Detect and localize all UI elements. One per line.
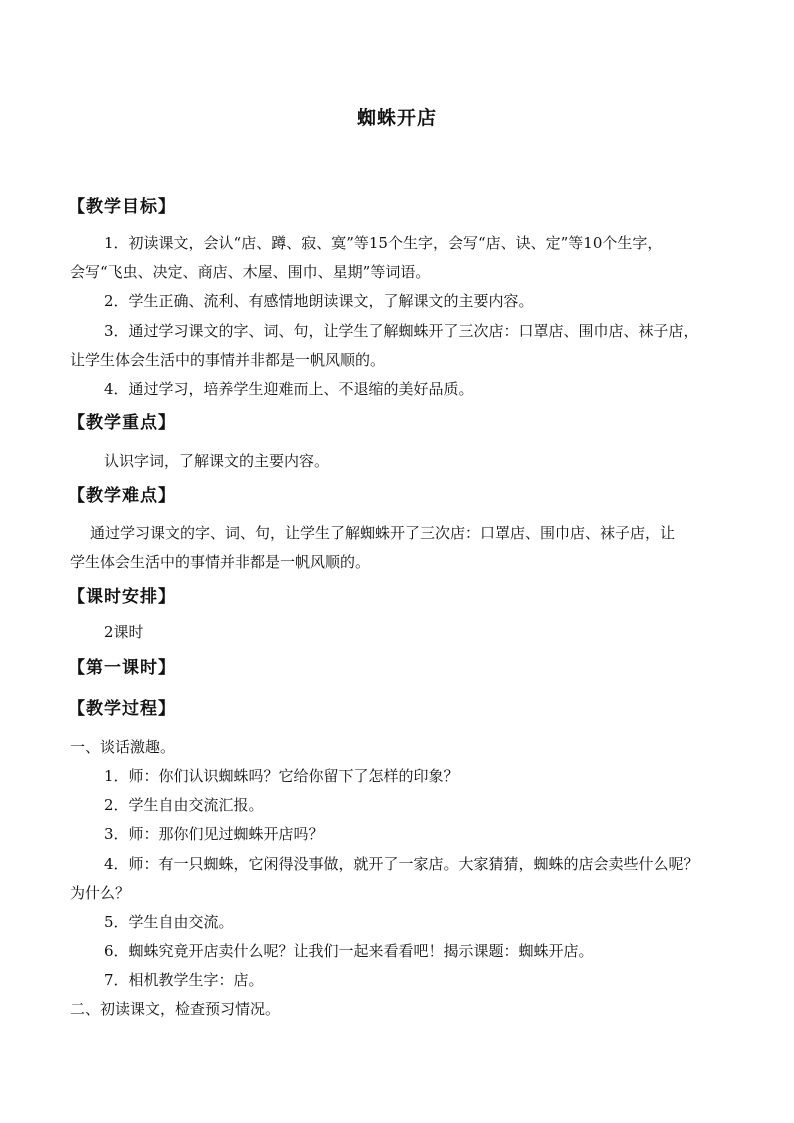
key-points-text: 认识字词，了解课文的主要内容。 [104,452,330,470]
goals-heading: 【教学目标】 [68,197,176,217]
goals-item-3-cont: 让学生体会生活中的事情并非都是一帆风顺的。 [70,351,386,369]
goals-item-4: 4．通过学习，培养学生迎难而上、不退缩的美好品质。 [104,380,474,398]
process-item-6: 6．蜘蛛究竟开店卖什么呢？让我们一起来看看吧！揭示课题：蜘蛛开店。 [104,942,594,960]
goals-item-1-cont: 会写“飞虫、决定、商店、木屋、围巾、星期”等词语。 [70,263,431,281]
process-item-4: 4．师：有一只蜘蛛，它闲得没事做，就开了一家店。大家猜猜，蜘蛛的店会卖些什么呢？ [104,855,699,873]
difficulties-heading: 【教学难点】 [68,486,176,506]
difficulties-line-1: 通过学习课文的字、词、句，让学生了解蜘蛛开了三次店：口罩店、围巾店、袜子店，让 [90,524,676,542]
schedule-text: 2课时 [104,623,144,641]
goals-item-1: 1．初读课文，会认“店、蹲、寂、寞”等15个生字，会写“店、诀、定”等10个生字， [104,234,663,252]
process-heading: 【教学过程】 [68,699,176,719]
process-part-1: 一、谈话激趣。 [70,738,176,756]
process-item-1: 1．师：你们认识蜘蛛吗？它给你留下了怎样的印象？ [104,767,459,785]
process-part-2: 二、初读课文，检查预习情况。 [70,1000,281,1018]
key-points-heading: 【教学重点】 [68,413,176,433]
process-item-4-cont: 为什么？ [70,884,131,902]
process-item-2: 2．学生自由交流汇报。 [104,796,264,814]
goals-item-3: 3．通过学习课文的字、词、句，让学生了解蜘蛛开了三次店：口罩店、围巾店、袜子店， [104,322,699,340]
process-item-3: 3．师：那你们见过蜘蛛开店吗？ [104,825,324,843]
schedule-heading: 【课时安排】 [68,587,176,607]
difficulties-line-2: 学生体会生活中的事情并非都是一帆风顺的。 [70,553,371,571]
process-item-5: 5．学生自由交流。 [104,913,234,931]
goals-item-2: 2．学生正确、流利、有感情地朗读课文，了解课文的主要内容。 [104,292,534,310]
page-title: 蜘蛛开店 [356,107,437,129]
first-lesson-heading: 【第一课时】 [68,658,176,678]
process-item-7: 7．相机教学生字：店。 [104,971,264,989]
